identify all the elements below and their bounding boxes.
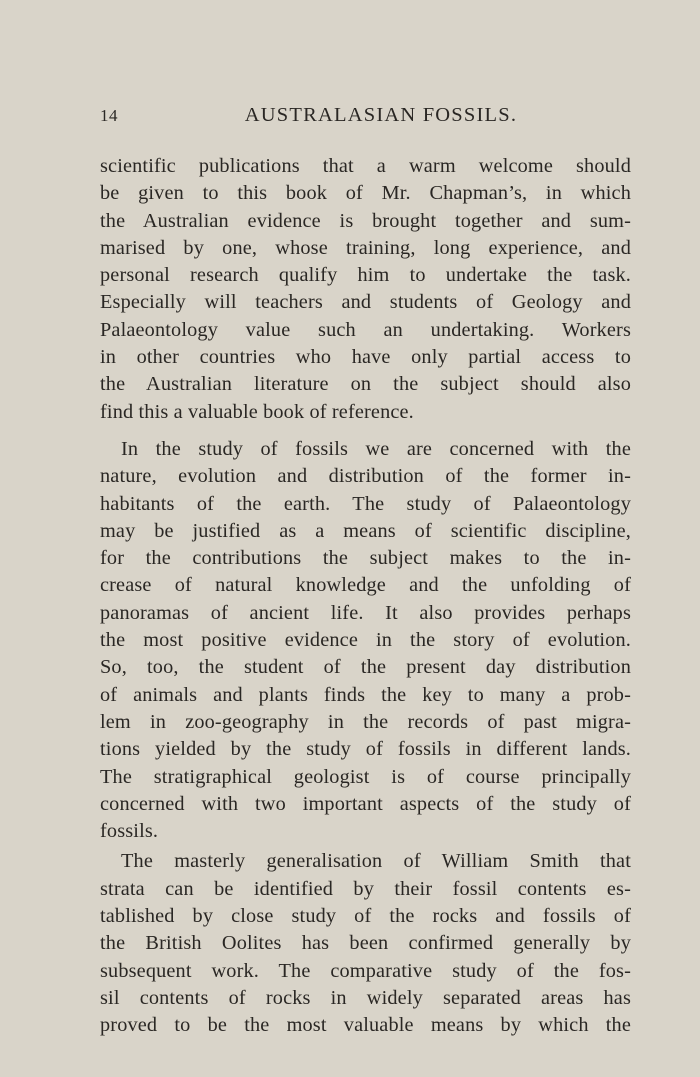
body-text: [100, 153, 631, 1040]
text-line: the Australian literature on the subject should also: [100, 373, 631, 396]
text-line: scientific publications that a warm welcome should: [100, 155, 631, 177]
text-line: habitants of the earth. The study of Palaeontology: [100, 492, 631, 515]
text-line: lem in zoo-geography in the records of past migra-: [100, 710, 631, 733]
text-line: the Australian evidence is brought together and sum-: [100, 209, 631, 232]
text-line: nature, evolution and distribution of the former in-: [100, 465, 631, 488]
text-line: concerned with two important aspects of the study of: [100, 792, 631, 815]
text-line: strata can be identified by their fossil contents es-: [100, 877, 631, 900]
text-line: be given to this book of Mr. Chapman’s, in which: [100, 182, 631, 205]
text-line: marised by one, whose training, long experience, and: [100, 236, 631, 259]
text-line: Palaeontology value such an undertaking. Workers: [100, 318, 631, 341]
page-header: [100, 102, 632, 132]
text-line: in other countries who have only partial access to: [100, 346, 631, 369]
text-line: subsequent work. The comparative study of the fos-: [100, 959, 631, 982]
text-line: fossils.: [100, 820, 159, 843]
text-line: crease of natural knowledge and the unfolding of: [100, 574, 631, 597]
text-line: Especially will teachers and students of Geology and: [100, 291, 631, 314]
text-line: of animals and plants finds the key to many a prob-: [100, 683, 631, 706]
text-line: So, too, the student of the present day distribution: [100, 656, 631, 679]
text-line: The masterly generalisation of William Smith that: [121, 850, 631, 873]
text-line: may be justified as a means of scientific discipline,: [100, 519, 631, 542]
text-line: the British Oolites has been confirmed generally by: [100, 932, 631, 955]
text-line: sil contents of rocks in widely separated areas has: [100, 986, 631, 1009]
text-line: tions yielded by the study of fossils in different lands.: [100, 738, 631, 761]
running-title: AUSTRALASIAN FOSSILS.: [244, 104, 518, 126]
text-line: The stratigraphical geologist is of course principally: [100, 765, 631, 788]
text-line: personal research qualify him to undertake the task.: [100, 264, 631, 287]
text-line: find this a valuable book of reference.: [100, 400, 414, 423]
text-line: for the contributions the subject makes to the in-: [100, 547, 631, 570]
text-line: panoramas of ancient life. It also provides perhaps: [100, 601, 631, 624]
page-number: 14: [100, 106, 118, 125]
text-line: proved to be the most valuable means by which the: [100, 1014, 631, 1037]
text-line: tablished by close study of the rocks and fossils of: [100, 905, 631, 928]
text-line: the most positive evidence in the story of evolution.: [100, 629, 631, 652]
text-line: In the study of fossils we are concerned with the: [121, 437, 631, 460]
paragraph-gap: [100, 426, 631, 436]
